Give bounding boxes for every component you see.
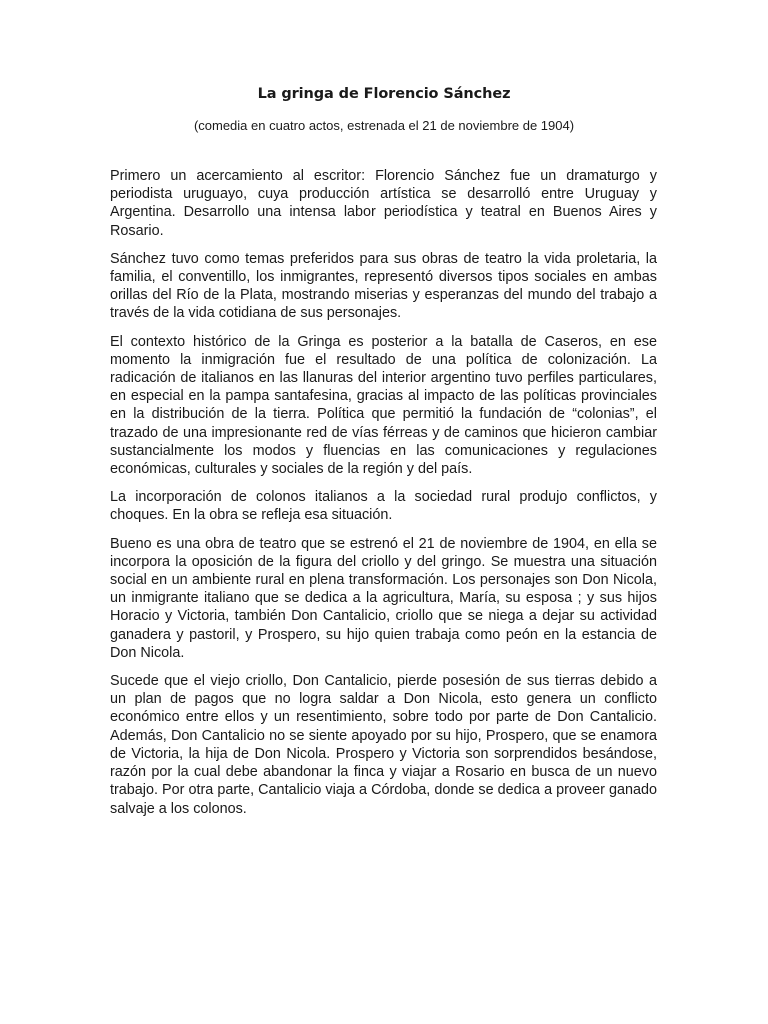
paragraph: Bueno es una obra de teatro que se estrenó el 21 de noviembre de 1904, en ella se incorpora la oposición de la figura del criollo y del gringo. Se muestra una situación social en un ambiente rural en plena transformación. Los personajes son Don Nicola, un inmigrante italiano que se dedica a la agricultura, María, su esposa ; y sus hijos Horacio y Victoria, también Don Cantalicio, criollo que se niega a dejar su actividad ganadera y pastoril, y Prospero, su hijo quien trabaja como peón en la estancia de Don Nicola.: [110, 535, 657, 661]
paragraph: Sánchez tuvo como temas preferidos para sus obras de teatro la vida proletaria, la familia, el conventillo, los inmigrantes, representó diversos tipos sociales en ambas orillas del Río de la Plata, mostrando miserias y esperanzas del mundo del trabajo a través de la vida cotidiana de sus personajes.: [110, 250, 657, 322]
paragraph: La incorporación de colonos italianos a la sociedad rural produjo conflictos, y choques. En la obra se refleja esa situación.: [110, 489, 657, 524]
paragraph: Sucede que el viejo criollo, Don Cantalicio, pierde posesión de sus tierras debido a un plan de pagos que no logra saldar a Don Nicola, esto genera un conflicto económico entre ellos y un resentimiento, sobre todo por parte de Don Cantalicio. Además, Don Cantalicio no se siente apoyado por su hijo, Prospero, que se enamora de Victoria, la hija de Don Nicola. Prospero y Victoria son sorprendidos besándose, razón por la cual debe abandonar la finca y viajar a Rosario en busca de un nuevo trabajo. Por otra parte, Cantalicio viaja a Córdoba, donde se dedica a proveer ganado salvaje a los colonos.: [110, 673, 657, 817]
document-title: La gringa de Florencio Sánchez: [257, 86, 511, 102]
paragraph: Primero un acercamiento al escritor: Florencio Sánchez fue un dramaturgo y periodista uruguayo, cuya producción artística se desarrolló entre Uruguay y Argentina. Desarrollo una intensa labor periodística y teatral en Buenos Aires y Rosario.: [110, 168, 657, 239]
paragraph: El contexto histórico de la Gringa es posterior a la batalla de Caseros, en ese momento la inmigración fue el resultado de una política de colonización. La radicación de italianos en las llanuras del interior argentino tuvo perfiles particulares, en especial en la pampa santafesina, gracias al impacto de las políticas provinciales en la distribución de la tierra. Política que permitió la fundación de “colonias”, el trazado de una impresionante red de vías férreas y de caminos que hicieron cambiar sustancialmente los modos y fluencias en las comunicaciones y regulaciones económicas, culturales y sociales de la región y del país.: [110, 333, 657, 478]
document-subtitle: (comedia en cuatro actos, estrenada el 21 de noviembre de 1904): [193, 118, 575, 133]
document-body: [110, 167, 657, 828]
